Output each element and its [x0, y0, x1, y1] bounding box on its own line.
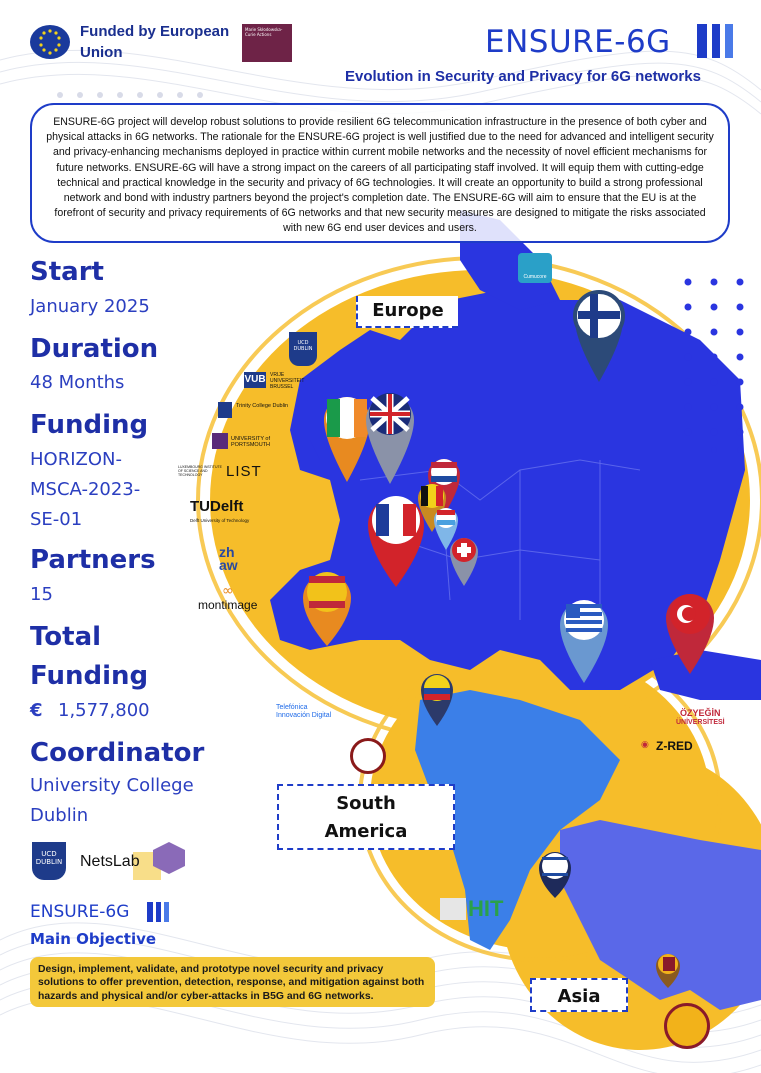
description-box	[30, 103, 730, 243]
total-funding-label-line1: Total	[30, 622, 102, 652]
ozyegin-logo-line2: ÜNİVERSİTESİ	[676, 719, 725, 726]
duration-value: 48 Months	[30, 372, 125, 393]
cumucore-logo: Cumucore	[518, 253, 552, 283]
duration-label: Duration	[30, 334, 159, 364]
ucd-logo: UCD DUBLIN	[32, 842, 66, 880]
portsmouth-crest-icon	[212, 433, 228, 449]
zhaw-logo-line2: aw	[219, 557, 238, 573]
telefonica-logo	[276, 704, 331, 720]
hit-hebrew-logo-icon	[440, 898, 466, 920]
objective-brand: ENSURE-6G	[30, 902, 130, 922]
ozyegin-logo-line1: ÖZYEĞİN	[680, 708, 721, 718]
region-label-south-line2: America	[324, 821, 408, 842]
tudelft-logo-subtext: Delft University of Technology	[190, 518, 250, 523]
coordinator-label: Coordinator	[30, 738, 205, 768]
funding-label: Funding	[30, 410, 149, 440]
main-objective-box: Design, implement, validate, and prototype novel security and privacy solutions to offer prevention, detection, response, and mitigation against both hazards and physical and/or cyber-attacks in B5G and 6G networks.	[30, 957, 435, 1007]
euro-icon: €	[30, 700, 43, 721]
partners-value: 15	[30, 584, 53, 605]
montimage-logo: montimage	[198, 598, 258, 612]
tcd-logo: Trinity College Dublin	[236, 403, 289, 409]
region-label-europe: Europe	[356, 296, 458, 328]
project-brand-title: ENSURE-6G	[485, 24, 671, 60]
portsmouth-logo: UNIVERSITY of PORTSMOUTH	[231, 436, 271, 448]
list-logo-subtext: LUXEMBOURG INSTITUTE OF SCIENCE AND TECHNOLOGY	[178, 465, 222, 477]
coordinator-value-line2: Dublin	[30, 805, 89, 826]
tudelft-logo: TUDelft	[190, 498, 244, 515]
zred-signal-icon: ◉	[641, 740, 649, 750]
zhaw-logo-line1: zh	[219, 544, 235, 560]
total-funding-value: 1,577,800	[58, 700, 150, 721]
telefonica-logo-line2: Innovación Digital	[276, 712, 332, 719]
total-funding-label-line2: Funding	[30, 661, 149, 691]
project-tagline: Evolution in Security and Privacy for 6G networks	[345, 68, 701, 85]
tcd-crest-icon	[218, 402, 232, 418]
ucd-partner-logo: UCD DUBLIN	[289, 332, 317, 366]
start-label: Start	[30, 257, 104, 287]
region-label-south-america	[277, 784, 455, 850]
funding-value-line1: HORIZON-	[30, 449, 122, 470]
telefonica-logo-line1: Telefónica	[276, 704, 308, 711]
funded-by-eu-text: Funded by European Union	[80, 23, 230, 61]
msca-logo: Marie Skłodowska-Curie Actions	[242, 24, 292, 62]
vub-logo: VUB	[244, 372, 266, 388]
region-label-south-line1: South	[336, 793, 396, 814]
main-objective-heading: Main Objective	[30, 930, 157, 948]
coordinator-value-line1: University College	[30, 775, 194, 796]
zred-logo: Z-RED	[656, 739, 693, 753]
region-label-asia: Asia	[530, 978, 628, 1012]
zhaw-logo	[219, 546, 238, 572]
vub-logo-text: VRIJE UNIVERSITEIT BRUSSEL	[270, 372, 305, 390]
brand-bars-icon	[697, 24, 739, 58]
objective-brand-bars-icon	[147, 902, 171, 922]
description-text: ENSURE-6G project will develop robust solutions to provide resilient 6G telecommunication infrastructure in the presence of both cyber and physical attacks in 6G networks. The rationale for the ENSURE-6G project is well justified due to the need for advanced and intelligent security and privacy-enhancing mechanisms deployed in practice within current mobile networks and the necessity of novel efficient mechanisms for future networks. ENSURE-6G will have a strong impact on the careers of all participating staff involved. It will equip them with cutting-edge technical and practical knowledge in the security and privacy of 6G technologies. It will create an opportunity to build a strong professional network and bond with industry partners beyond the project's completion date. The ENSURE-6G will aim to ensure that the EU is at the forefront of security and privacy requirements of 6G networks and that new security measures are designed to mitigate the risks associated with new 6G end user devices and users.	[46, 116, 714, 235]
funding-value-line2: MSCA-2023-	[30, 479, 141, 500]
montimage-infinity-icon: ∞	[222, 583, 234, 599]
eu-flag-icon	[30, 25, 70, 59]
netslab-logo-text: NetsLab	[80, 853, 140, 870]
hit-logo: HIT	[468, 896, 504, 921]
partners-label: Partners	[30, 545, 156, 575]
funding-value-line3: SE-01	[30, 509, 83, 530]
list-logo: LIST	[226, 463, 262, 480]
sri-lanka-partner-seal-icon	[664, 1003, 710, 1049]
ozyegin-logo	[676, 708, 725, 728]
start-value: January 2025	[30, 296, 150, 317]
ecuador-partner-seal-icon	[350, 738, 386, 774]
